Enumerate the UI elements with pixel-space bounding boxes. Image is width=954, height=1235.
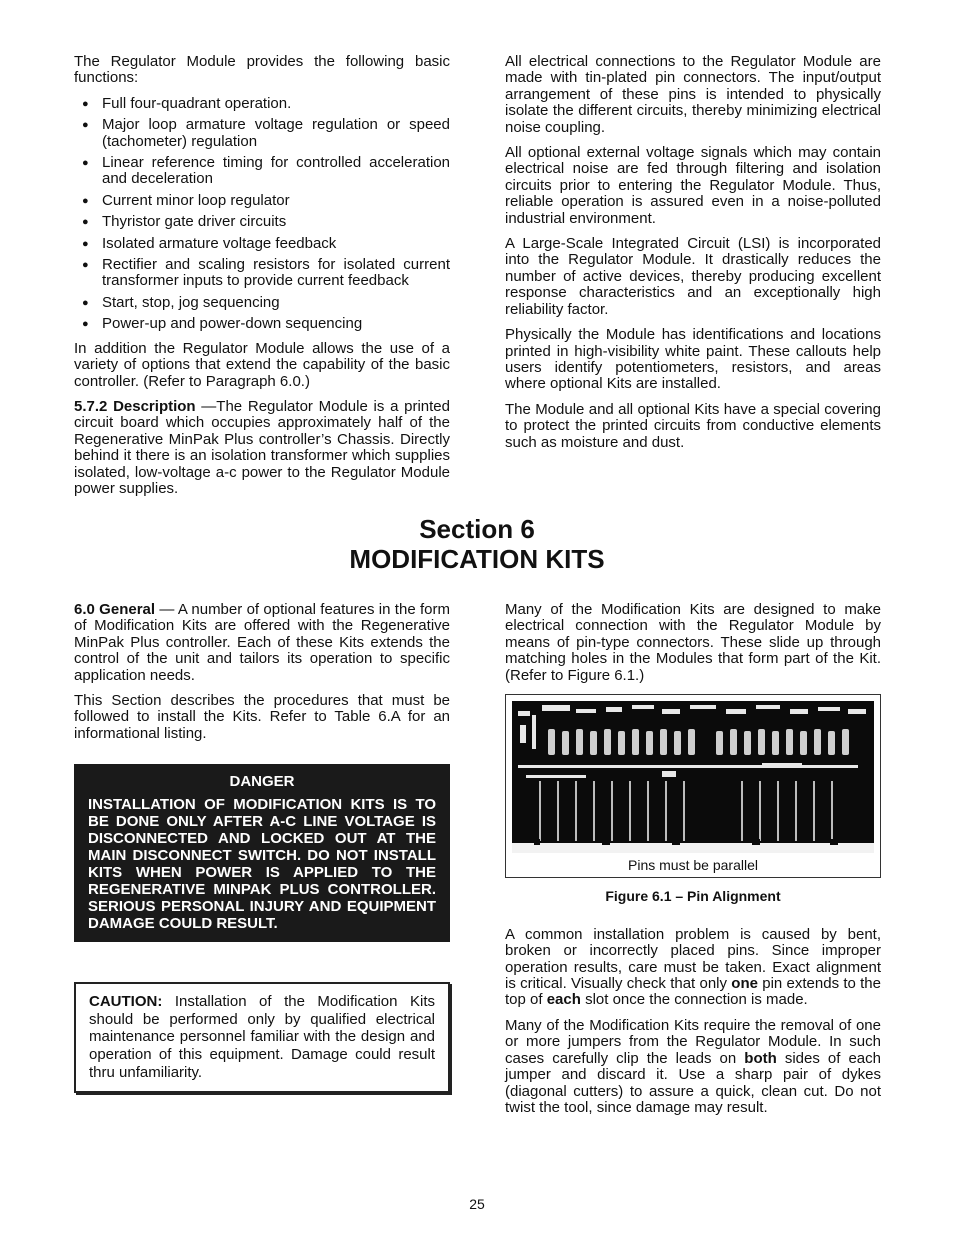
list-item: ● Current minor loop regulator [74, 193, 450, 209]
section-title: MODIFICATION KITS [349, 544, 605, 574]
emphasis-each: each [546, 991, 581, 1009]
pin-alignment-photo [512, 701, 874, 853]
caution-body: Installation of the Modification Kits should be performed only by qualified electrical maintenance personnel familiar with the design and operation of this equipment. Damage could result thru unfamiliarity. [89, 993, 435, 1081]
caution-label: CAUTION: [89, 993, 163, 1011]
figure-box [505, 694, 881, 878]
description-paragraph [74, 399, 450, 497]
intro-paragraph: The Regulator Module provides the following basic functions: [74, 53, 450, 87]
emphasis-one: one [731, 975, 758, 993]
section-number: Section 6 [419, 514, 535, 544]
section-heading [0, 514, 954, 574]
figure-inner-caption: Pins must be parallel [628, 857, 758, 874]
paragraph: A Large-Scale Integrated Circuit (LSI) is incorporated into the Regulator Module. It drastically reduces the number of active devices, thereby producing excellent response characteristics and an exceptionally high reliability factor. [505, 235, 881, 318]
bottom-right-column [505, 602, 881, 1125]
list-item: ● Thyristor gate driver circuits [74, 214, 450, 230]
bottom-left-column [74, 602, 450, 1093]
description-heading: 5.7.2 Description [74, 397, 196, 415]
danger-box [74, 764, 450, 942]
top-right-column [505, 54, 881, 460]
options-paragraph: In addition the Regulator Module allows the use of a variety of options that extend the capability of the basic controller. (Refer to Paragraph 6.0.) [74, 339, 450, 390]
general-paragraph [74, 602, 450, 684]
paragraph: All optional external voltage signals which may contain electrical noise are fed through filtering and isolation circuits prior to entering the Regulator Module. Thus, reliable operation is assured even in a noise-polluted industrial environment. [505, 144, 881, 227]
jumper-text: Many of the Modification Kits require the removal of one or more jumpers from the Regulator Module. In such cases carefully clip the leads on [505, 1016, 881, 1067]
caution-box [74, 982, 450, 1093]
problem-text: pin extends to the top of [505, 975, 881, 1009]
description-body: —The Regulator Module is a printed circuit board which occupies approximately half of the Regenerative MinPak Plus controller’s Chassis. Directly behind it there is an isolation transformer which supplies isolated, low-voltage a-c power to the Regulator Module power supplies. [74, 397, 450, 497]
paragraph: All electrical connections to the Regulator Module are made with tin-plated pin connectors. The input/output arrangement of these pins is intended to physically isolate the different circuits, thereby minimizing electrical noise coupling. [505, 53, 881, 136]
danger-title: DANGER [229, 773, 295, 791]
top-left-column [74, 54, 450, 506]
list-item: ● Linear reference timing for controlled acceleration and deceleration [74, 155, 450, 188]
list-item: ● Isolated armature voltage feedback [74, 236, 450, 252]
list-item: ● Major loop armature voltage regulation or speed (tachometer) regulation [74, 117, 450, 150]
paragraph: The Module and all optional Kits have a special covering to protect the printed circuits from conductive elements such as moisture and dust. [505, 400, 881, 451]
page-number: 25 [469, 1196, 485, 1212]
list-item: ● Power-up and power-down sequencing [74, 316, 450, 332]
list-item: ● Rectifier and scaling resistors for isolated current transformer inputs to provide current feedback [74, 257, 450, 290]
figure-title: Figure 6.1 – Pin Alignment [605, 888, 781, 905]
list-item: ● Full four-quadrant operation. [74, 96, 450, 112]
list-item: ● Start, stop, jog sequencing [74, 295, 450, 311]
problem-text: A common installation problem is caused by bent, broken or incorrectly placed pins. Since improper operation results, care must be taken. Exact alignment is critical. Visually check that only [505, 925, 881, 993]
general-body: — A number of optional features in the form of Modification Kits are offered with the Regenerative MinPak Plus controller. Each of these Kits extends the control of the unit and tailors its operation to specific application needs. [74, 601, 450, 684]
jumper-text: sides of each jumper and discard it. Use a sharp pair of dykes (diagonal cutters) to assure a quick, clean cut. Do not twist the tool, since damage may result. [505, 1049, 881, 1116]
emphasis-both: both [744, 1049, 777, 1067]
jumper-paragraph [505, 1018, 881, 1116]
general-heading: 6.0 General [74, 601, 156, 618]
section-description: This Section describes the procedures that must be followed to install the Kits. Refer to Table 6.A for an informational listing. [74, 692, 450, 742]
paragraph: Physically the Module has identifications and locations printed in high-visibility white paint. These callouts help users identify potentiometers, resistors, and areas where optional Kits are installed. [505, 326, 881, 393]
problem-text: slot once the connection is made. [580, 991, 808, 1009]
feature-list [74, 96, 450, 333]
kits-intro-paragraph: Many of the Modification Kits are designed to make electrical connection with the Regulator Module by means of pin-type connectors. These slide up through matching holes in the Modules that form part of the Kit. (Refer to Figure 6.1.) [505, 601, 881, 684]
problem-paragraph [505, 927, 881, 1009]
danger-body: INSTALLATION OF MODIFICATION KITS IS TO BE DONE ONLY AFTER A-C LINE VOLTAGE IS DISCONNECTED AND LOCKED OUT AT THE MAIN DISCONNECT SWITCH. DO NOT INSTALL KITS WHEN POWER IS APPLIED TO THE REGENERATIVE MINPAK PLUS CONTROLLER. SERIOUS PERSONAL INJURY AND EQUIPMENT DAMAGE COULD RESULT. [88, 796, 436, 933]
